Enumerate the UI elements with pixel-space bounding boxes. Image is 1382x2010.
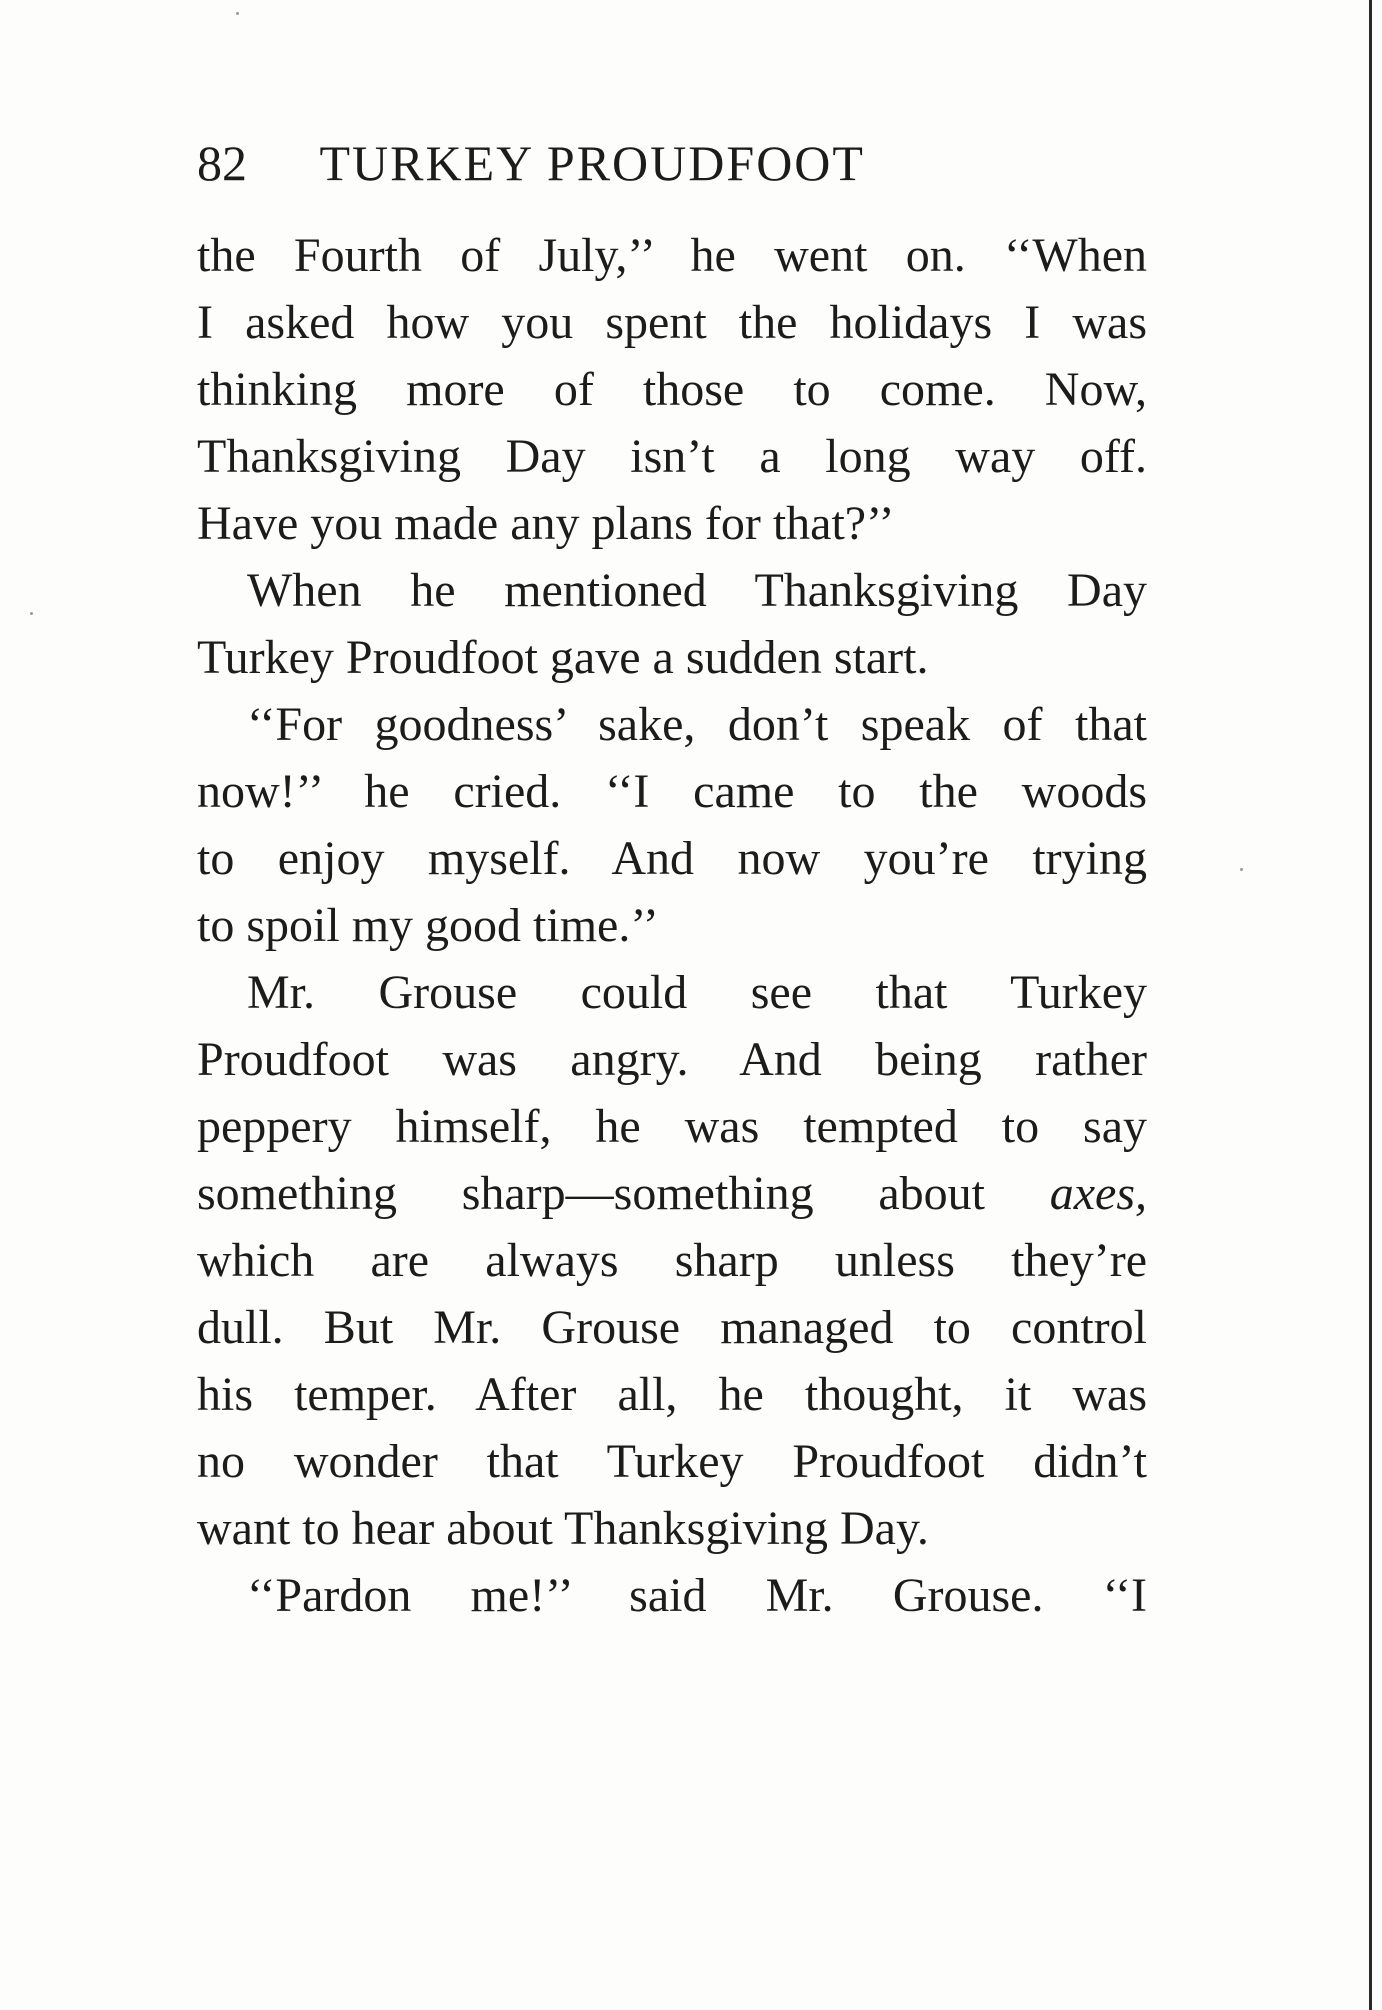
text-line: Turkey Proudfoot gave a sudden start. bbox=[197, 631, 929, 684]
text-line: dull. But Mr. Grouse managed to control bbox=[197, 1301, 1147, 1354]
body-text bbox=[197, 222, 1147, 1629]
text-line: to spoil my good time.’’ bbox=[197, 899, 659, 952]
text-line: his temper. After all, he thought, it was bbox=[197, 1368, 1147, 1421]
running-title: TURKEY PROUDFOOT bbox=[319, 135, 865, 191]
text-line: Proudfoot was angry. And being rather bbox=[197, 1033, 1147, 1086]
paper-speck bbox=[30, 612, 33, 615]
page-header bbox=[197, 128, 1147, 198]
text-line: Mr. Grouse could see that Turkey bbox=[247, 966, 1147, 1019]
text-line: to enjoy myself. And now you’re trying bbox=[197, 832, 1147, 885]
text-line: no wonder that Turkey Proudfoot didn’t bbox=[197, 1435, 1147, 1488]
text-line: now!’’ he cried. ‘‘I came to the woods bbox=[197, 765, 1147, 818]
text-line: want to hear about Thanksgiving Day. bbox=[197, 1502, 929, 1555]
text-line: which are always sharp unless they’re bbox=[197, 1234, 1147, 1287]
paper-speck bbox=[236, 12, 239, 15]
text-line: When he mentioned Thanksgiving Day bbox=[247, 564, 1147, 617]
page-number: 82 bbox=[197, 135, 247, 191]
text-line: something sharp—something about axes, bbox=[197, 1167, 1147, 1220]
text-line: peppery himself, he was tempted to say bbox=[197, 1100, 1147, 1153]
emphasis: axes, bbox=[1049, 1167, 1147, 1220]
paper-speck bbox=[1240, 868, 1243, 871]
text-line: I asked how you spent the holidays I was bbox=[197, 296, 1147, 349]
text-line: thinking more of those to come. Now, bbox=[197, 363, 1147, 416]
text-line: Have you made any plans for that?’’ bbox=[197, 497, 895, 550]
page-edge-line bbox=[1369, 0, 1372, 2010]
text-line: ‘‘Pardon me!’’ said Mr. Grouse. ‘‘I bbox=[247, 1569, 1147, 1622]
text-line: ‘‘For goodness’ sake, don’t speak of that bbox=[247, 698, 1147, 751]
text-line: Thanksgiving Day isn’t a long way off. bbox=[197, 430, 1147, 483]
text-line: the Fourth of July,’’ he went on. ‘‘When bbox=[197, 229, 1147, 282]
